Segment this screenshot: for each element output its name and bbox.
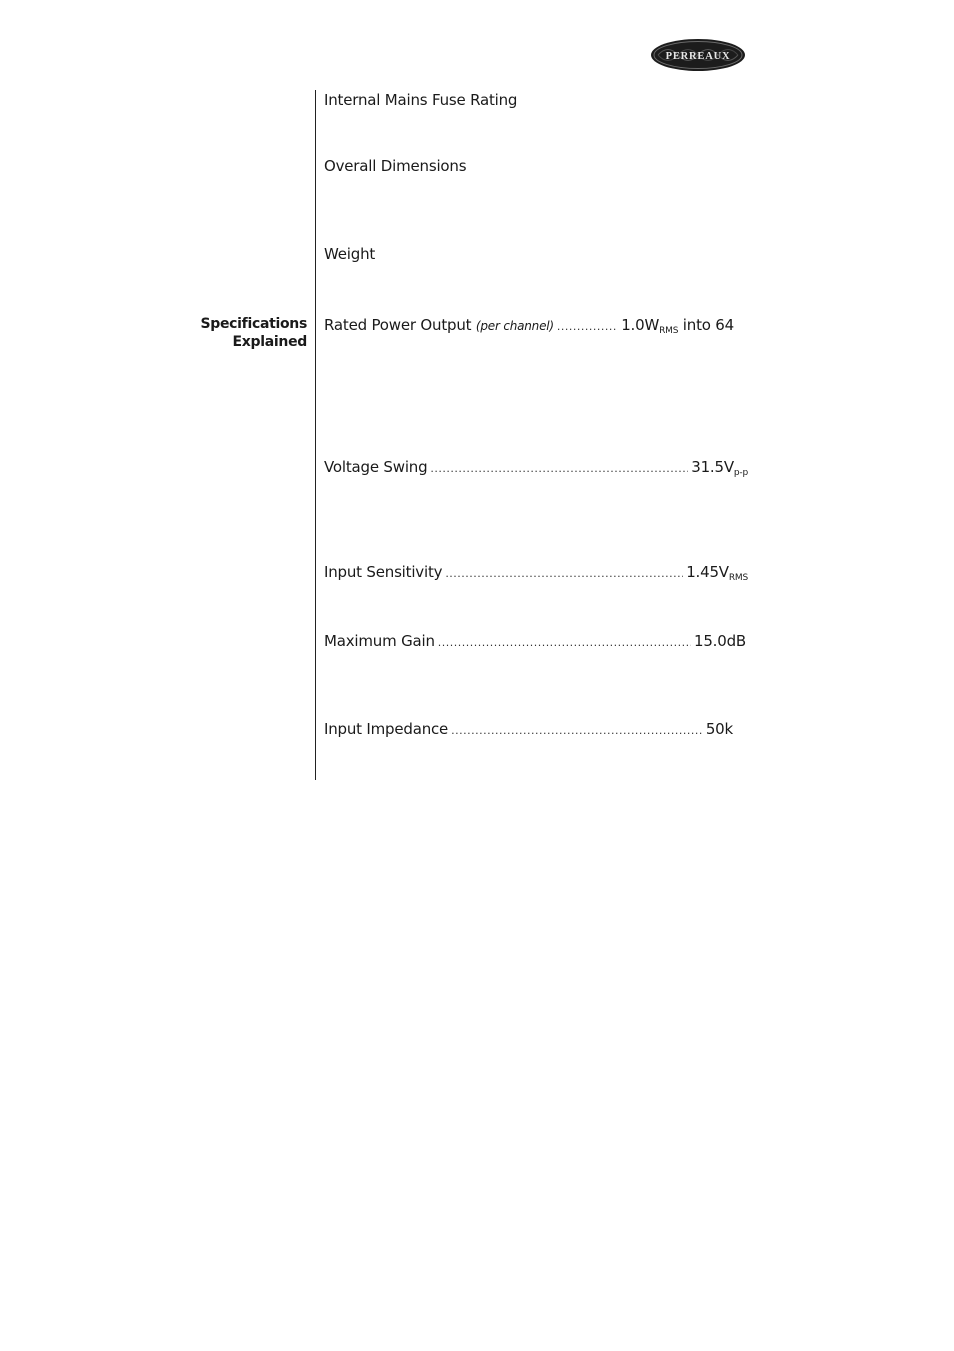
- voltage-value-sub: p-p: [733, 468, 748, 478]
- leader-dots: [557, 318, 618, 336]
- power-value-sub: RMS: [659, 326, 679, 336]
- section-heading-line2: Explained: [232, 334, 307, 350]
- perreaux-logo: [650, 38, 746, 72]
- sensitivity-value: 1.45V: [686, 563, 729, 581]
- spec-input-sensitivity-value: [686, 563, 748, 581]
- spec-input-impedance: [324, 720, 733, 740]
- sensitivity-value-sub: RMS: [728, 573, 748, 583]
- spec-input-impedance-value: 50k: [705, 720, 733, 738]
- spec-rated-power-value: [621, 316, 734, 334]
- power-value-suffix: into 64: [678, 316, 734, 334]
- spec-input-impedance-label: Input Impedance: [324, 720, 449, 738]
- spec-weight-label: Weight: [324, 245, 376, 263]
- section-heading: [200, 315, 307, 351]
- spec-input-sensitivity: [324, 563, 748, 583]
- voltage-value: 31.5V: [691, 458, 734, 476]
- leader-dots: [438, 634, 691, 652]
- spec-voltage-swing: [324, 458, 748, 478]
- spec-overall-dimensions: [324, 157, 466, 175]
- spec-rated-power-note: [476, 319, 554, 333]
- note-open-paren: (: [475, 319, 481, 333]
- spec-input-sensitivity-label: Input Sensitivity: [324, 563, 443, 581]
- spec-voltage-swing-value: [691, 458, 748, 476]
- spec-maximum-gain: [324, 632, 746, 652]
- spec-weight: [324, 245, 375, 263]
- leader-dots: [430, 460, 688, 478]
- perreaux-logo-graphic: [650, 38, 746, 72]
- spec-overall-dimensions-label: Overall Dimensions: [324, 157, 467, 175]
- leader-dots: [445, 565, 683, 583]
- note-close-paren: ): [549, 319, 554, 333]
- logo-text: PERREAUX: [665, 51, 731, 62]
- note-text: per channel: [480, 319, 550, 333]
- power-value: 1.0W: [621, 316, 660, 334]
- spec-fuse-rating: [324, 91, 517, 109]
- vertical-divider: [315, 90, 316, 780]
- spec-rated-power-label-text: Rated Power Output: [324, 316, 472, 334]
- spec-rated-power-label: [324, 316, 554, 335]
- spec-rated-power-output: [324, 316, 734, 336]
- spec-fuse-rating-label: Internal Mains Fuse Rating: [324, 91, 518, 109]
- leader-dots: [451, 722, 703, 740]
- section-heading-line1: Specifications: [200, 316, 307, 332]
- spec-maximum-gain-value: 15.0dB: [693, 632, 746, 650]
- spec-maximum-gain-label: Maximum Gain: [324, 632, 435, 650]
- spec-voltage-swing-label: Voltage Swing: [324, 458, 428, 476]
